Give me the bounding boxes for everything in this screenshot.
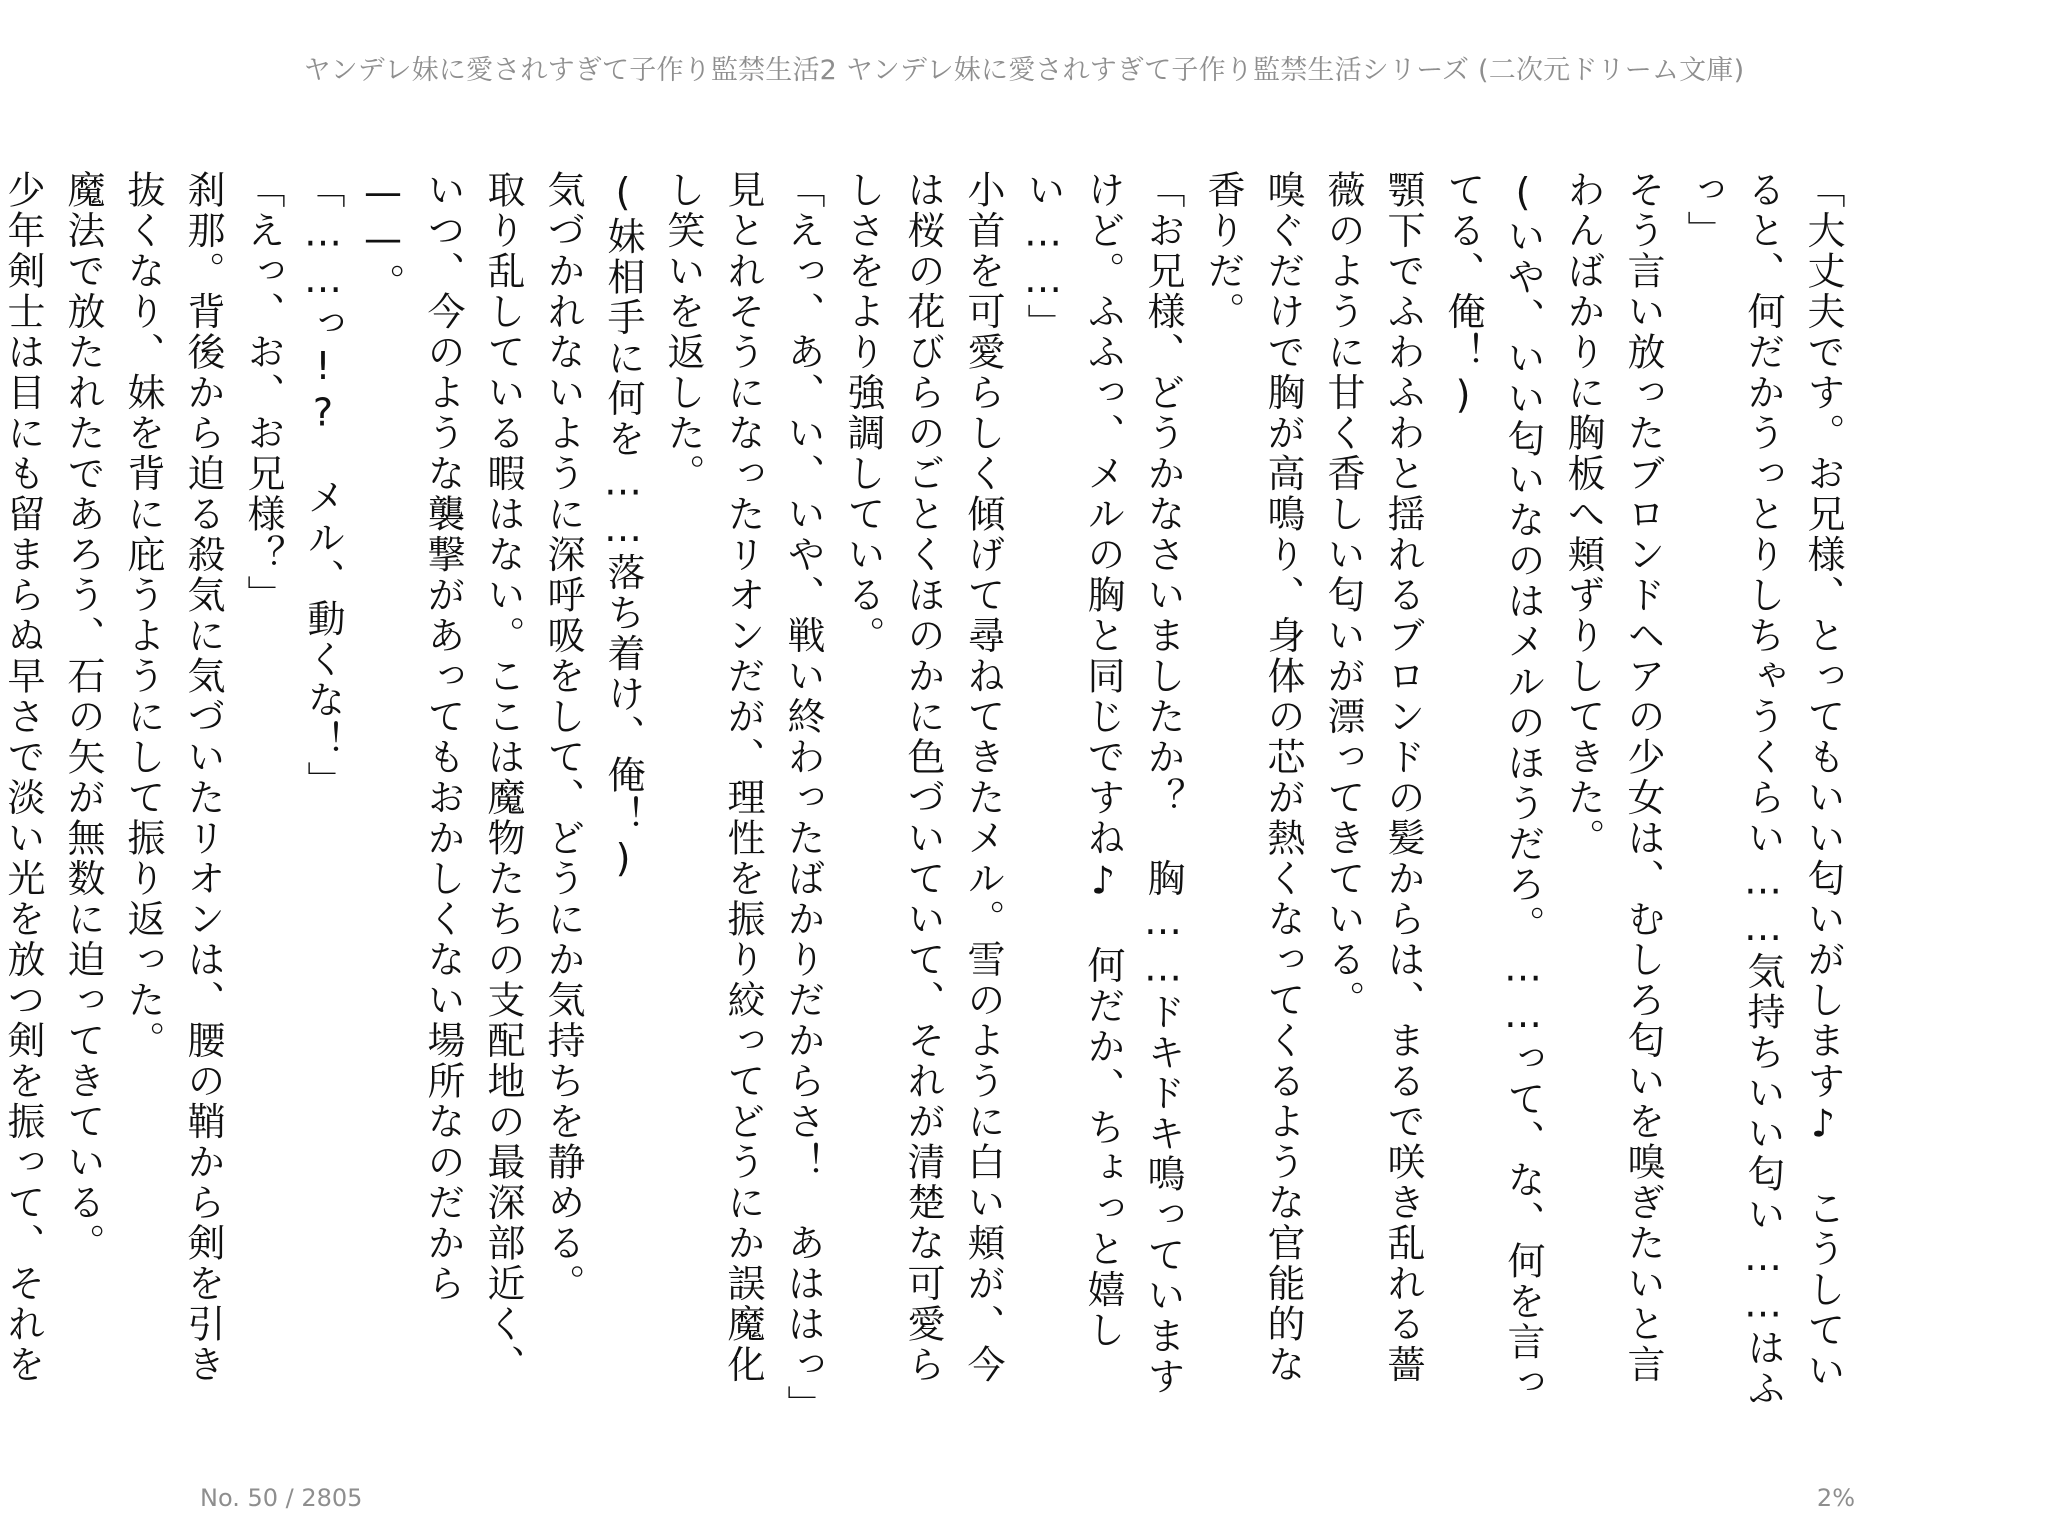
reader-page-text[interactable] [1, 170, 1853, 1426]
reading-progress: 2% [1816, 1484, 1855, 1512]
text-paragraph: 見とれそうになったリオンだが、理性を振り絞ってどうにか誤魔化し笑いを返した。 [661, 170, 765, 1385]
text-paragraph: 「えっ、あ、い、いや、戦い終わったばかりだからさ！ あははっ」 [781, 170, 825, 1426]
text-paragraph: 「お兄様、どうかなさいましたか？ 胸……ドキドキ鳴っていますけど。ふふっ、メルの胸と同じですね♪ 何だか、ちょっと嬉しい……」 [1021, 170, 1185, 1397]
text-paragraph: 「えっ、お、お兄様？」 [241, 170, 285, 616]
text-paragraph: 「……っ!? メル、動くな！」 [301, 170, 345, 802]
text-paragraph: 取り乱している暇はない。ここは魔物たちの支配地の最深部近く、いつ、今のような襲撃があってもおかしくない場所なのだから——。 [361, 170, 525, 1385]
text-paragraph: (妹相手に何を……落ち着け、俺！) [601, 170, 645, 883]
text-paragraph: そう言い放ったブロンドヘアの少女は、むしろ匂いを嗅ぎたいと言わんばかりに胸板へ頬ずりしてきた。 [1561, 170, 1665, 1385]
text-paragraph: 小首を可愛らしく傾げて尋ねてきたメル。雪のように白い頬が、今は桜の花びらのごとくほのかに色づいていて、それが清楚な可愛らしさをより強調している。 [841, 170, 1005, 1385]
text-paragraph: 魔法で放たれたであろう、石の矢が無数に迫ってきている。 [61, 170, 105, 1264]
location-indicator[interactable]: No. 50 / 2805 [200, 1484, 363, 1512]
book-title: ヤンデレ妹に愛されすぎて子作り監禁生活2 ヤンデレ妹に愛されすぎて子作り監禁生活シリーズ (二次元ドリーム文庫) [303, 55, 1745, 86]
text-paragraph: 顎下でふわふわと揺れるブロンドの髪からは、まるで咲き乱れる薔薇のように甘く香しい匂いが漂ってきている。 [1321, 170, 1425, 1385]
text-paragraph: 嗅ぐだけで胸が高鳴り、身体の芯が熱くなってくるような官能的な香りだ。 [1201, 170, 1305, 1385]
text-paragraph: 「大丈夫です。お兄様、とってもいい匂いがします♪ こうしていると、何だかうっとりしちゃうくらい……気持ちいい匂い……はふっ」 [1681, 170, 1845, 1409]
text-paragraph: (いや、いい匂いなのはメルのほうだろ。……って、な、何を言ってる、俺！) [1441, 170, 1545, 1403]
text-paragraph: 刹那。背後から迫る殺気に気づいたリオンは、腰の鞘から剣を引き抜くなり、妹を背に庇うようにして振り返った。 [121, 170, 225, 1385]
text-paragraph: 少年剣士は目にも留まらぬ早さで淡い光を放つ剣を振って、それを [1, 170, 45, 1385]
text-paragraph: 気づかれないように深呼吸をして、どうにか気持ちを静める。 [541, 170, 585, 1304]
